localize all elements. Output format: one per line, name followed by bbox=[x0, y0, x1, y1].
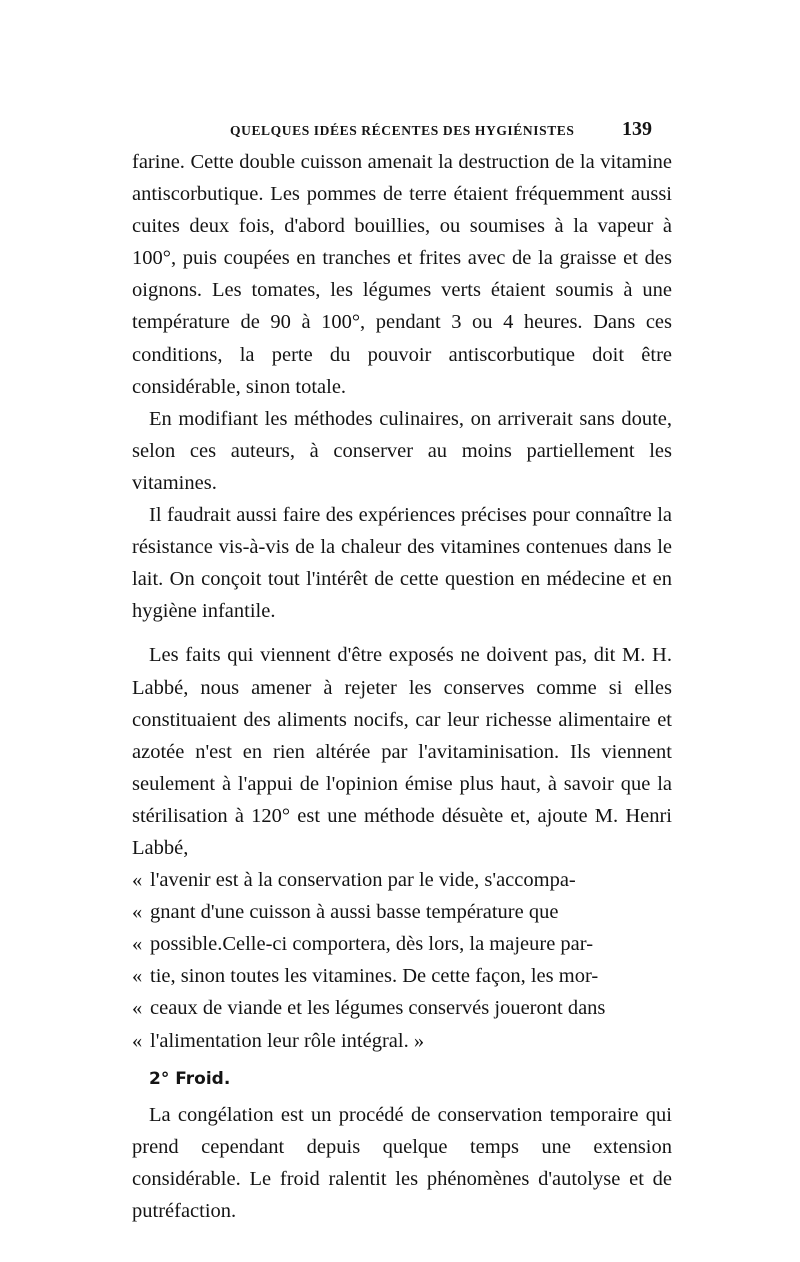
quote-line-4: « tie, sinon toutes les vitamines. De cette façon, les mor- bbox=[132, 960, 672, 992]
paragraph-2: En modifiant les méthodes culinaires, on arriverait sans doute, selon ces auteurs, à conserver au moins partiellement les vitamines. bbox=[132, 407, 672, 494]
paragraph-3: Il faudrait aussi faire des expériences précises pour connaître la résistance vis-à-vis de la chaleur des vitamines contenues dans le lait. On conçoit tout l'intérêt de cette question en médecine et en hygiène infantile. bbox=[132, 504, 672, 623]
quote-line-3: « possible.Celle-ci comportera, dès lors, la majeure par- bbox=[132, 928, 672, 960]
running-head bbox=[132, 118, 652, 141]
section-heading: 2° Froid. bbox=[149, 1068, 231, 1089]
running-title: QUELQUES IDÉES RÉCENTES DES HYGIÉNISTES bbox=[230, 123, 575, 138]
page-number: 139 bbox=[622, 118, 652, 140]
quote-line-1: « l'avenir est à la conservation par le vide, s'accompa- bbox=[132, 864, 672, 896]
quote-line-6: « l'alimentation leur rôle intégral. » bbox=[132, 1025, 672, 1057]
body-text bbox=[132, 146, 672, 1227]
paragraph-4: Les faits qui viennent d'être exposés ne doivent pas, dit M. H. Labbé, nous amener à rejeter les conserves comme si elles constituaient des aliments nocifs, car leur richesse alimentaire et azotée n'est en rien altérée par l'avitaminisation. Ils viennent seulement à l'appui de l'opinion émise plus haut, à savoir que la stérilisation à 120° est une méthode désuète et, ajoute M. Henri Labbé, bbox=[132, 644, 672, 859]
quote-line-5: « ceaux de viande et les légumes conservés joueront dans bbox=[132, 992, 672, 1024]
paragraph-1: farine. Cette double cuisson amenait la destruction de la vitamine antiscorbutique. Les pommes de terre étaient fréquemment aussi cuites deux fois, d'abord bouillies, ou soumises à la vapeur à 100°, puis coupées en tranches et frites avec de la graisse et des oignons. Les tomates, les légumes verts étaient soumis à une température de 90 à 100°, pendant 3 ou 4 heures. Dans ces conditions, la perte du pouvoir antiscorbutique doit être considérable, sinon totale. bbox=[132, 151, 672, 398]
paragraph-5: La congélation est un procédé de conservation temporaire qui prend cependant depuis quelque temps une extension considérable. Le froid ralentit les phénomènes d'autolyse et de putréfaction. bbox=[132, 1103, 672, 1222]
quote-line-2: « gnant d'une cuisson à aussi basse température que bbox=[132, 896, 672, 928]
